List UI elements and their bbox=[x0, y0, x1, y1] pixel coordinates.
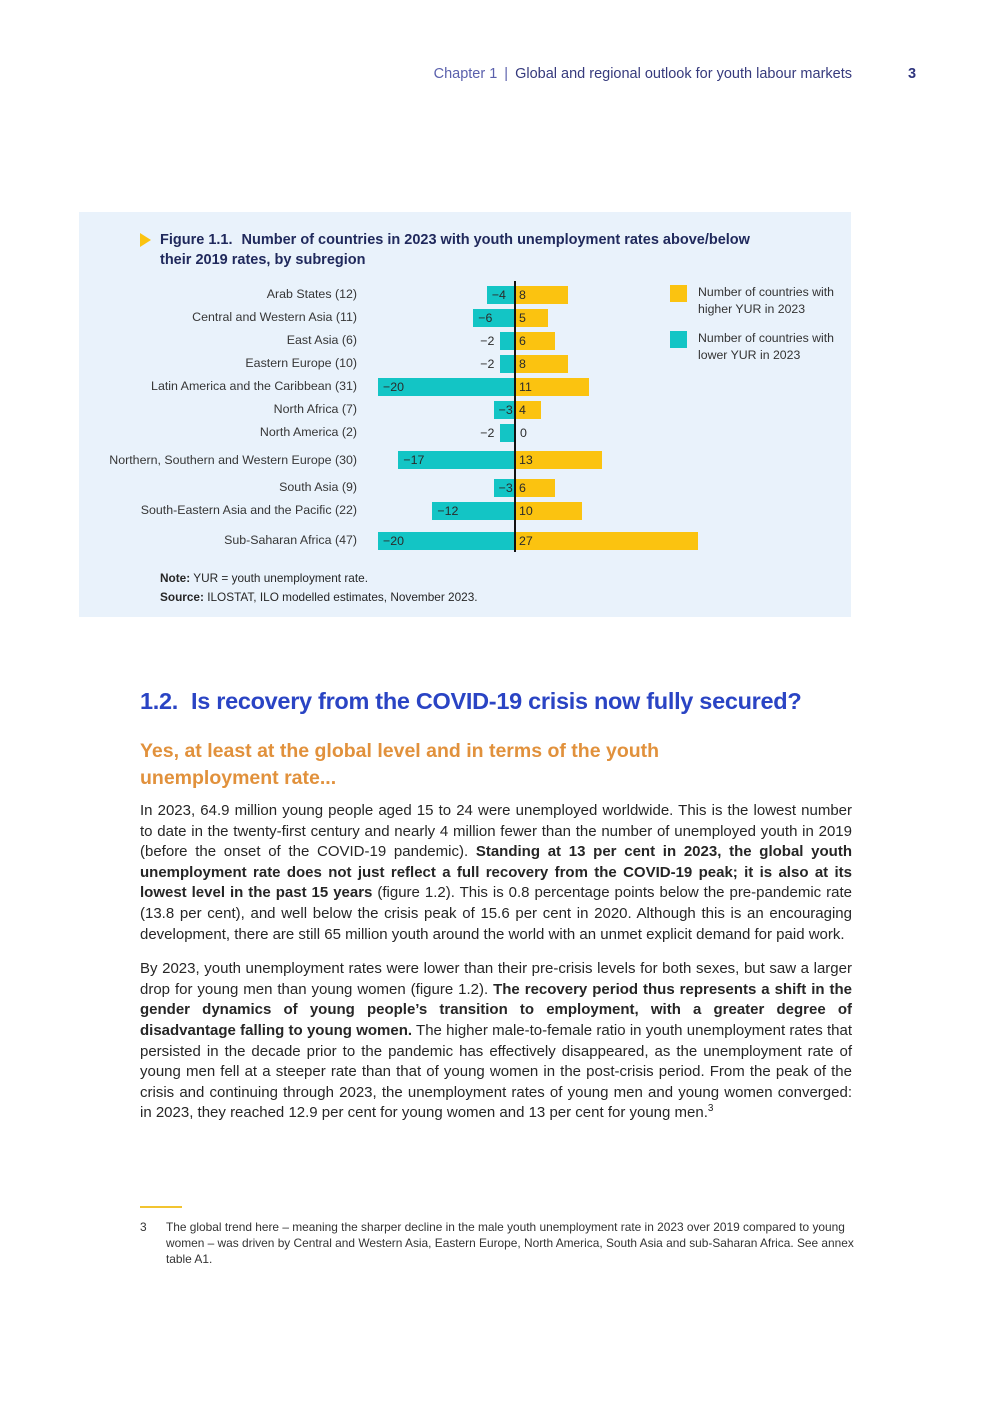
bar-higher-yur bbox=[514, 378, 589, 396]
text-run: In 2023, 64.9 million young people aged 15 to 24 were unemployed worldwide. This is the lowest number to date in the twenty-first century and nearly 4 million fewer than the number of unemployed youth in 2019 (before the onset of the COVID-19 pandemic). bbox=[140, 802, 852, 861]
bar-value-label: −2 bbox=[480, 425, 495, 440]
legend-item bbox=[670, 330, 850, 363]
chart-positive-zone bbox=[514, 378, 714, 396]
source-text: ILOSTAT, ILO modelled estimates, November 2023. bbox=[203, 589, 478, 604]
legend-item bbox=[670, 284, 850, 317]
bar-value-label: 11 bbox=[519, 379, 532, 394]
figure-title bbox=[140, 230, 760, 270]
chart-row-label: Arab States (12) bbox=[266, 287, 357, 302]
bar-lower-yur bbox=[494, 479, 514, 497]
bar-higher-yur bbox=[514, 332, 555, 350]
bar-higher-yur bbox=[514, 401, 541, 419]
chart-negative-zone bbox=[364, 355, 514, 373]
bar-lower-yur bbox=[432, 502, 514, 520]
bar-lower-yur bbox=[378, 532, 514, 550]
chart-row-label: Eastern Europe (10) bbox=[245, 356, 357, 371]
bar-higher-yur bbox=[514, 286, 568, 304]
chart-row bbox=[79, 398, 851, 421]
chart-row-label: North Africa (7) bbox=[273, 402, 357, 417]
chart-positive-zone bbox=[514, 424, 714, 442]
bar-value-label: −17 bbox=[403, 453, 425, 467]
bar-value-label: −3 bbox=[498, 402, 513, 417]
chart-negative-zone bbox=[364, 309, 514, 327]
chart-row bbox=[79, 444, 851, 476]
bar-value-label: 10 bbox=[519, 503, 533, 518]
bar-lower-yur bbox=[473, 309, 514, 327]
bar-higher-yur bbox=[514, 479, 555, 497]
chart-legend bbox=[670, 284, 850, 376]
chapter-label: Chapter 1 bbox=[433, 66, 498, 82]
bar-lower-yur bbox=[500, 332, 514, 350]
chart-positive-zone bbox=[514, 451, 714, 469]
page-number: 3 bbox=[908, 66, 917, 82]
body-text bbox=[140, 801, 852, 1124]
legend-swatch bbox=[670, 285, 687, 302]
bar-value-label: −2 bbox=[480, 333, 495, 348]
chart-row bbox=[79, 499, 851, 522]
section-number: 1.2. bbox=[140, 688, 178, 714]
figure-marker-icon bbox=[140, 233, 151, 247]
bar-value-label: −12 bbox=[437, 503, 459, 518]
chart-positive-zone bbox=[514, 502, 714, 520]
bar-value-label: −6 bbox=[478, 310, 493, 325]
text-run: By 2023, youth unemployment rates were lower than their pre-crisis levels for both sexes, but saw a larger drop for young men than young women (figure 1.2). bbox=[140, 960, 852, 998]
chart-row bbox=[79, 529, 851, 552]
text-run: (figure 1.2). This is 0.8 percentage points below the pre-pandemic rate (13.8 per cent), and well below the crisis peak of 15.6 per cent in 2020. Although this is an encouraging development, there are still 65 million youth around the world with an unmet explicit demand for paid work. bbox=[140, 884, 852, 943]
source-label: Source: bbox=[160, 589, 204, 604]
figure-notes bbox=[160, 569, 851, 607]
header-separator: | bbox=[504, 66, 509, 82]
chart-negative-zone bbox=[364, 286, 514, 304]
bold-text-run: Standing at 13 per cent in 2023, the global youth unemployment rate does not just reflect a full recovery from the COVID-19 peak; it is also at its lowest level in the past 15 years bbox=[140, 843, 853, 902]
bar-higher-yur bbox=[514, 502, 582, 520]
chart-negative-zone bbox=[364, 332, 514, 350]
bar-lower-yur bbox=[500, 355, 514, 373]
bold-text-run: The recovery period thus represents a shift in the gender dynamics of young people’s transition to employment, with a greater degree of disadvantage falling to young women. bbox=[140, 980, 852, 1039]
bar-lower-yur bbox=[398, 451, 514, 469]
body-paragraph bbox=[140, 801, 852, 945]
chart-row bbox=[79, 375, 851, 398]
bar-higher-yur bbox=[514, 451, 602, 469]
bar-value-label: −4 bbox=[491, 287, 506, 302]
legend-label: Number of countries with higher YUR in 2023 bbox=[698, 285, 835, 316]
chart-row-label: North America (2) bbox=[259, 425, 357, 440]
figure-label: Figure 1.1. bbox=[160, 232, 233, 248]
chart-negative-zone bbox=[364, 532, 514, 550]
text-run: The higher male-to-female ratio in youth unemployment rates that persisted in the decade prior to the pandemic has effectively disappeared, as the unemployment rate of young men fell at a steeper rate than that of young women in the post-crisis period. From the peak of the crisis and continuing through 2023, the unemployment rates of young men and young women converged: in 2023, they reached 12.9 per cent for young women and 13 per cent for young men. bbox=[140, 1021, 852, 1122]
footnote-number: 3 bbox=[140, 1220, 147, 1234]
chart-row-label: Latin America and the Caribbean (31) bbox=[151, 379, 357, 394]
bar-value-label: −20 bbox=[383, 379, 405, 394]
figure-panel bbox=[79, 212, 851, 617]
section-heading bbox=[140, 688, 870, 715]
footnote-reference: 3 bbox=[707, 1103, 714, 1115]
body-paragraph bbox=[140, 959, 852, 1124]
chart-negative-zone bbox=[364, 424, 514, 442]
bar-lower-yur bbox=[487, 286, 514, 304]
footnote-text: The global trend here – meaning the sharper decline in the male youth unemployment rate in 2023 over 2019 compared to young women – was driven by Central and Western Asia, Eastern Europe, North America, South Asia and sub-Saharan Africa. See annex table A1. bbox=[166, 1220, 854, 1267]
header-title: Global and regional outlook for youth labour markets bbox=[515, 66, 852, 82]
chart-row-label: South-Eastern Asia and the Pacific (22) bbox=[140, 503, 357, 518]
chart-negative-zone bbox=[364, 479, 514, 497]
running-header bbox=[140, 66, 852, 82]
bar-value-label: 6 bbox=[519, 333, 526, 348]
chart-row-label: South Asia (9) bbox=[279, 480, 357, 495]
section-heading-text: Is recovery from the COVID-19 crisis now fully secured? bbox=[191, 688, 802, 714]
footnote bbox=[140, 1219, 854, 1267]
figure-title-text: Number of countries in 2023 with youth unemployment rates above/below their 2019 rates, by subregion bbox=[160, 232, 750, 268]
bar-value-label: −2 bbox=[480, 356, 495, 371]
bar-lower-yur bbox=[500, 424, 514, 442]
chart-negative-zone bbox=[364, 378, 514, 396]
chart-row bbox=[79, 476, 851, 499]
bar-value-label: −3 bbox=[498, 480, 513, 495]
chart-negative-zone bbox=[364, 401, 514, 419]
chart-row-label: East Asia (6) bbox=[286, 333, 357, 348]
bar-value-label: 5 bbox=[519, 310, 526, 325]
chart-positive-zone bbox=[514, 532, 714, 550]
chart-axis-line bbox=[514, 281, 516, 552]
chart-positive-zone bbox=[514, 401, 714, 419]
legend-label: Number of countries with lower YUR in 2023 bbox=[698, 331, 835, 362]
note-label: Note: bbox=[160, 571, 191, 585]
bar-higher-yur bbox=[514, 355, 568, 373]
bar-higher-yur bbox=[514, 309, 548, 327]
chart-row-label: Northern, Southern and Western Europe (30) bbox=[109, 452, 357, 467]
bar-value-label: 27 bbox=[519, 533, 533, 548]
chart-positive-zone bbox=[514, 479, 714, 497]
chart-row-label: Sub-Saharan Africa (47) bbox=[224, 533, 357, 548]
bar-value-label: 6 bbox=[519, 480, 526, 495]
note-text: YUR = youth unemployment rate. bbox=[190, 571, 368, 585]
chart-row-label: Central and Western Asia (11) bbox=[192, 310, 357, 325]
bar-value-label: 13 bbox=[519, 453, 533, 467]
bar-value-label: 8 bbox=[519, 356, 526, 371]
bar-lower-yur bbox=[378, 378, 514, 396]
figure-source bbox=[160, 588, 851, 607]
section-subheading: Yes, at least at the global level and in terms of the youth unemployment rate... bbox=[140, 740, 660, 789]
bar-lower-yur bbox=[494, 401, 514, 419]
bar-value-label: 8 bbox=[519, 287, 526, 302]
chart-row bbox=[79, 421, 851, 444]
bar-value-label: 0 bbox=[520, 425, 527, 440]
chart-negative-zone bbox=[364, 451, 514, 469]
bar-value-label: −20 bbox=[383, 533, 405, 548]
bar-higher-yur bbox=[514, 532, 698, 550]
bar-value-label: 4 bbox=[519, 402, 526, 417]
legend-swatch bbox=[670, 331, 687, 348]
chart-negative-zone bbox=[364, 502, 514, 520]
figure-note bbox=[160, 569, 851, 588]
footnote-rule bbox=[140, 1206, 182, 1208]
